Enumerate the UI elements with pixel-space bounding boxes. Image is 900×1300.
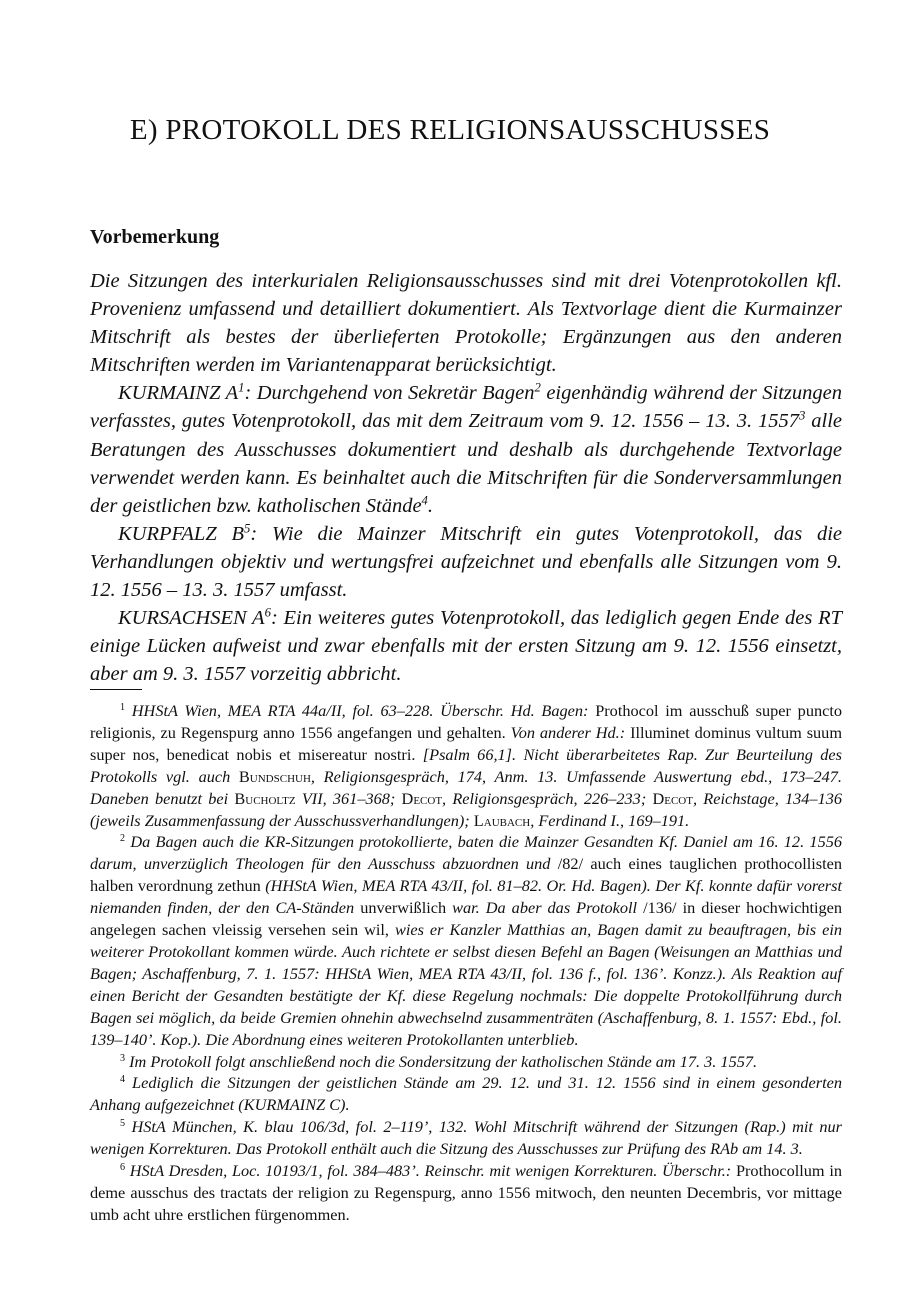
text-segment: Laubach [469,810,531,830]
body-paragraph [90,379,842,519]
text-segment: Lediglich die Sitzungen der geistlichen Stände am 29. 12. und 31. 12. 1556 sind in einem gesonderten Anhang aufgezeichnet (KURMAINZ C). [90,1073,842,1115]
text-segment: Decot [395,788,443,808]
body-paragraph [90,604,842,688]
text-segment: Im Protokoll folgt anschließend noch die Sondersitzung der katholischen Stände am 17. 3. 1557. [125,1051,758,1071]
text-segment: eigenhändig während der Sitzungen verfasstes, gutes Votenprotokoll, das mit dem Zeitraum vom 9. 12. 1556 – 13. 3. 1557 [90,382,842,433]
preface-body [90,267,842,688]
text-segment: /136/ in dieser hochwichtigen angelegen sachen vleissig versehen sein wil, [90,898,843,940]
text-segment: : Durchgehend von Sekretär Bagen [244,382,535,405]
text-segment: /82/ auch eines tauglichen prothocollisten halben verordnung zethun [90,854,843,896]
footnote-marker: 1 [238,380,245,395]
footnote-marker: 5 [244,521,251,536]
footnote-marker: 5 [120,1118,126,1130]
footnote-divider [90,689,142,690]
text-segment: Da Bagen auch die KR-Sitzungen protokollierte, baten die Mainzer Gesandten Kf. Daniel am 16. 12. 1556 darum, unverzüglich Theologen für den Ausschuss abzuordnen und [90,832,842,874]
text-segment: , Ferdinand I., 169–191. [530,810,690,830]
text-segment: HStA Dresden, Loc. 10193/1, fol. 384–483’. Reinschr. mit wenigen Korrekturen. Überschr.: [125,1161,732,1181]
text-segment: Bundschuh [230,766,311,786]
footnote [90,1116,842,1160]
footnote-marker: 4 [421,493,428,508]
text-segment: , Religionsgespräch, 174, Anm. 13. Umfassende Auswertung ebd., 173–247. Daneben benutzt bei [90,766,842,808]
footnote-marker: 1 [120,701,126,713]
text-segment: Bucholtz [228,788,296,808]
text-segment: unverwißlich [354,898,453,918]
text-segment: , Reichstage, 134–136 (jeweils Zusammenfassung der Ausschussverhandlungen); [90,788,842,830]
text-segment: (HHStA Wien, MEA RTA 43/II, fol. 81–82. Or. Hd. Bagen). Der Kf. konnte dafür vorerst niemanden finden, der den CA-Ständen [90,876,842,918]
text-segment: : Wie die Mainzer Mitschrift ein gutes Votenprotokoll, das die Verhandlungen objektiv und wertungsfrei aufzeichnet und ebenfalls alle Sitzungen vom 9. 12. 1556 – 13. 3. 1557 umfasst. [90,522,843,602]
page-title: E) PROTOKOLL DES RELIGIONSAUSSCHUSSES [129,114,771,146]
text-segment: Von anderer Hd.: [510,722,626,742]
text-segment: [Psalm 66,1]. Nicht überarbeitetes Rap. Zur Beurteilung des Protokolls vgl. auch [90,744,842,786]
text-segment: Prothocol im ausschuß super puncto religionis, zu Regenspurg anno 1556 angefangen und gehalten. [90,701,842,742]
text-segment: VII, 361–368; [295,788,396,808]
text-segment: wies er Kanzler Matthias an, Bagen damit zu beauftragen, bis ein weiterer Protokollant kommen würde. Auch richtete er selbst diesen Befehl an Bagen (Weisungen an Matthias und Bagen; Aschaffenburg, 7. 1. 1557: HHStA Wien, MEA RTA 43/II, fol. 136 f., fol. 136’. Konzz.). Als Reaktion auf einen Bericht der Gesandten bestätigte der Kf. diese Regelung nochmals: Die doppelte Protokollführung durch Bagen sei möglich, da beide Gremien ohnehin abwechselnd zusammenträten (Aschaffenburg, 8. 1. 1557: Ebd., fol. 139–140’. Kop.). Die Abordnung eines weiteren Protokollanten unterblieb. [90,920,843,1049]
text-segment: alle Beratungen des Ausschusses dokumentiert und deshalb als durchgehende Textvorlage verwendet werden kann. Es beinhaltet auch die Mitschriften für die Sonderversammlungen der geistlichen bzw. katholischen Stände [90,410,842,517]
text-segment: KURSACHSEN A [118,607,265,630]
footnote-marker: 6 [120,1161,126,1173]
text-segment: , Religionsgespräch, 226–233; [442,788,647,808]
text-segment: Decot [646,788,693,808]
footnote [90,1160,842,1226]
text-segment: Die Sitzungen des interkurialen Religionsausschusses sind mit drei Votenprotokollen kfl. Provenienz umfassend und detailliert dokumentiert. Als Textvorlage dient die Kurmainzer Mitschrift als bestes der überlieferten Protokolle; Ergänzungen aus den anderen Mitschriften werden im Variantenapparat berücksichtigt. [90,270,842,377]
text-segment: HStA München, K. blau 106/3d, fol. 2–119’, 132. Wohl Mitschrift während der Sitzungen (Rap.) mit nur wenigen Korrekturen. Das Protokoll enthält auch die Sitzung des Ausschusses zur Prüfung des RAb am 14. 3. [90,1117,842,1159]
body-paragraph [90,267,842,379]
footnote-marker: 2 [534,380,541,395]
section-heading: Vorbemerkung [90,226,220,248]
footnote [90,700,842,831]
footnote [90,1051,842,1073]
text-segment: Prothocollum in deme ausschus des tractats der religion zu Regenspurg, anno 1556 mitwoch, den neunten Decembris, vor mittage umb acht uhre erstlichen fürgenommen. [90,1161,842,1224]
text-segment: KURPFALZ B [118,522,245,545]
footnote-marker: 4 [120,1074,126,1086]
text-segment: : Ein weiteres gutes Votenprotokoll, das lediglich gegen Ende des RT einige Lücken aufweist und zwar ebenfalls mit der ersten Sitzung am 9. 12. 1556 einsetzt, aber am 9. 3. 1557 vorzeitig abbricht. [90,607,842,686]
footnote-marker: 6 [264,605,271,620]
footnote-marker: 3 [799,408,806,423]
footnote-marker: 2 [120,833,126,845]
text-segment: . [427,494,434,517]
footnote [90,831,842,1050]
body-paragraph [90,520,842,604]
text-segment: HHStA Wien, MEA RTA 44a/II, fol. 63–228. Überschr. Hd. Bagen: [125,701,589,720]
text-segment: KURMAINZ A [118,382,239,405]
footnotes [90,700,842,1226]
footnote [90,1072,842,1116]
footnote-marker: 3 [120,1052,126,1064]
text-segment: war. Da aber das Protokoll [452,898,638,918]
text-segment: Illuminet dominus vultum suum super nos, benedicat nobis et misereatur nostri. [90,722,842,764]
